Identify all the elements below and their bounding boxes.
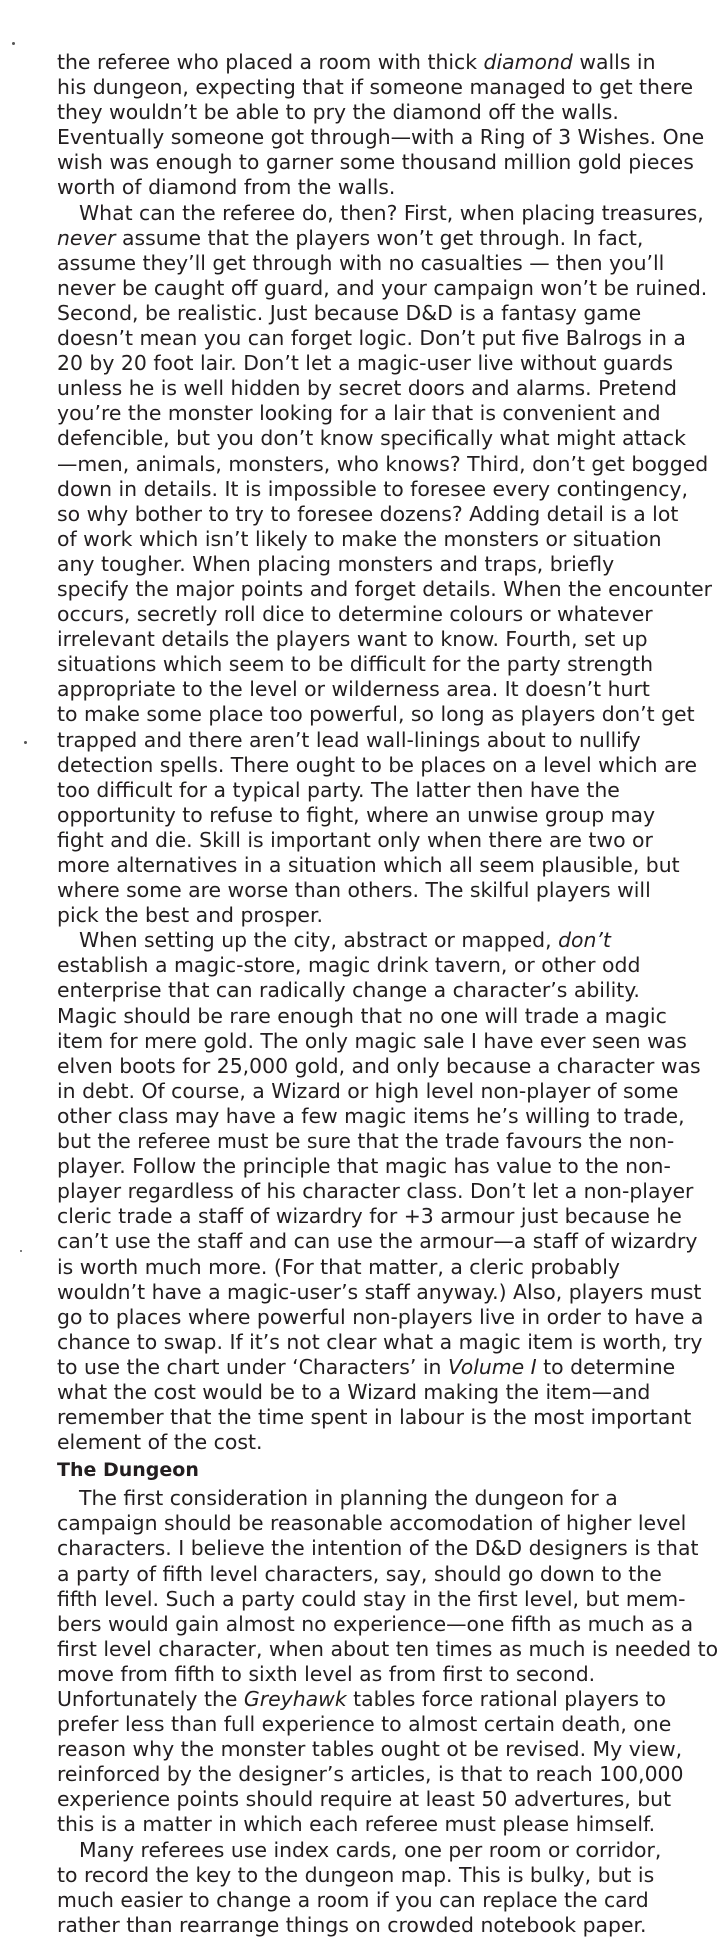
text-line	[57, 75, 693, 100]
text-line	[57, 1129, 682, 1154]
text-run: Eventually someone got through—with a Ring of 3 Wishes. One	[57, 125, 705, 150]
text-run: but the referee must be sure that the trade favours the non-	[57, 1129, 675, 1154]
text-line	[57, 1229, 698, 1254]
text-line	[57, 1004, 682, 1029]
text-run: When setting up the city, abstract or mapped,	[79, 928, 559, 953]
text-run: cleric trade a staff of wizardry for +3 armour just because he	[57, 1204, 682, 1229]
text-line	[57, 125, 705, 150]
text-run: reinforced by the designer’s articles, is that to reach 100,000	[57, 1762, 684, 1787]
text-line	[57, 1511, 687, 1536]
text-run: experience points should require at least 50 advertures, but	[57, 1787, 672, 1812]
text-line	[57, 627, 682, 652]
text-line	[57, 878, 682, 903]
text-run: fifth level. Such a party could stay in the first level, but mem-	[57, 1586, 686, 1611]
text-line	[57, 1255, 682, 1280]
text-line	[57, 1380, 682, 1405]
text-line	[57, 1053, 701, 1079]
text-line	[57, 1103, 685, 1129]
text-line	[57, 1838, 682, 1863]
text-run: irrelevant details the players want to know. Fourth, set up	[57, 627, 648, 652]
text-line	[57, 1662, 682, 1687]
text-run: pick the best and prosper.	[57, 903, 323, 928]
text-line	[57, 476, 688, 502]
text-line	[57, 1486, 682, 1511]
text-line	[57, 301, 682, 326]
scan-speck	[20, 1250, 22, 1252]
italic-run: don’t	[558, 928, 611, 953]
text-run: more alternatives in a situation which all seem plausible, but	[57, 853, 680, 877]
text-line	[57, 1355, 682, 1380]
text-line	[57, 1611, 694, 1637]
text-line	[57, 1812, 682, 1837]
text-line	[57, 1712, 682, 1737]
text-run: defencible, but you don’t know specifically what might attack	[57, 426, 686, 451]
text-run: elven boots for 25,000 gold, and only because a character was	[57, 1053, 701, 1078]
text-run: down in details. It is impossible to foresee every contingency,	[57, 476, 688, 501]
text-run: you’re the monster looking for a lair that is convenient and	[57, 401, 661, 426]
text-run: assume they’ll get through with no casualties — then you’ll	[57, 250, 665, 275]
text-run: —men, animals, monsters, who knows? Third, don’t get bogged	[57, 451, 709, 476]
text-run: fight and die. Skill is important only when there are two or	[57, 827, 653, 852]
text-line	[57, 1888, 682, 1913]
text-line	[57, 426, 686, 451]
text-run: so why bother to try to foresee dozens? Adding detail is a lot	[57, 501, 679, 526]
text-line	[57, 502, 682, 527]
text-line	[57, 677, 682, 702]
text-run: occurs, secretly roll dice to determine colours or whatever	[57, 602, 653, 627]
text-run: other class may have a few magic items he’s willing to trade,	[57, 1103, 685, 1128]
text-line	[57, 1028, 687, 1054]
text-run: much easier to change a room if you can replace the card	[57, 1887, 649, 1912]
text-line	[57, 1204, 682, 1229]
text-line	[57, 1536, 699, 1561]
text-run: they wouldn’t be able to pry the diamond off the walls.	[57, 100, 619, 125]
section-heading: The Dungeon	[57, 1459, 199, 1482]
text-run: establish a magic-store, magic drink tavern, or other odd	[57, 953, 641, 978]
text-line	[57, 1687, 682, 1712]
text-line	[57, 1154, 682, 1179]
text-run: wouldn’t have a magic-user’s staff anyway.) Also, players must	[57, 1279, 702, 1304]
text-run: bers would gain almost no experience—one fifth as much as a	[57, 1611, 694, 1636]
text-line	[57, 1079, 682, 1104]
text-run: Second, be realistic. Just because D&D is a fantasy game	[57, 300, 642, 325]
text-run: reason why the monster tables ought ot be revised. My view,	[57, 1737, 683, 1762]
text-run: what the cost would be to a Wizard making the item—and	[57, 1379, 651, 1404]
text-run: appropriate to the level or wilderness area. It doesn’t hurt	[57, 677, 650, 702]
text-line	[57, 652, 682, 677]
text-run: to make some place too powerful, so long as players don’t get	[57, 702, 695, 727]
text-line	[57, 552, 682, 577]
scan-speck	[12, 42, 15, 45]
paragraph-1	[57, 50, 705, 201]
text-line	[57, 1586, 686, 1612]
paragraph-4	[57, 1486, 718, 1837]
text-run: unless he is well hidden by secret doors and alarms. Pretend	[57, 376, 677, 401]
text-line	[57, 1279, 702, 1305]
text-run: player. Follow the principle that magic has value to the non-	[57, 1154, 671, 1179]
text-line	[57, 200, 704, 226]
text-run: 20 by 20 foot lair. Don’t let a magic-user live without guards	[57, 351, 673, 376]
text-run: situations which seem to be difficult for the party strength	[57, 652, 654, 677]
text-line	[57, 1304, 704, 1330]
text-run: where some are worse than others. The skilful players will	[57, 878, 651, 903]
text-run: to determine	[536, 1354, 676, 1379]
text-run: is worth much more. (For that matter, a cleric probably	[57, 1254, 620, 1279]
text-run: can’t use the staff and can use the armour—a staff of wizardry	[57, 1229, 698, 1254]
text-run: detection spells. There ought to be places on a level which are	[57, 752, 698, 777]
text-line	[57, 1562, 682, 1587]
text-line	[57, 1762, 682, 1787]
text-run: a party of fifth level characters, say, should go down to the	[57, 1561, 662, 1586]
text-line	[57, 1863, 682, 1888]
paragraph-2	[57, 200, 713, 929]
text-line	[57, 1329, 703, 1355]
text-line	[57, 602, 682, 627]
text-line	[57, 803, 682, 828]
text-line	[57, 1430, 682, 1455]
text-line	[57, 778, 682, 803]
italic-run: diamond	[483, 50, 573, 74]
text-line	[57, 100, 682, 125]
text-line	[57, 351, 682, 376]
text-run: any tougher. When placing monsters and traps, briefly	[57, 551, 615, 576]
text-line	[57, 175, 682, 200]
text-line	[57, 953, 682, 978]
scan-speck	[24, 741, 27, 744]
text-line	[57, 928, 682, 953]
paragraph-5	[57, 1838, 682, 1938]
text-line	[57, 376, 682, 401]
text-run: wish was enough to garner some thousand million gold pieces	[57, 150, 694, 175]
text-line	[57, 903, 682, 928]
text-line	[57, 1787, 682, 1812]
text-run: the referee who placed a room with thick	[57, 50, 484, 74]
text-run: specify the major points and forget details. When the encounter	[57, 576, 713, 601]
text-run: campaign should be reasonable accomodation of higher level	[57, 1511, 687, 1536]
text-run: trapped and there aren’t lead wall-linings about to nullify	[57, 727, 641, 752]
text-run: never be caught off guard, and your campaign won’t be ruined.	[57, 275, 708, 300]
text-run: this is a matter in which each referee must please himself.	[57, 1812, 656, 1837]
text-run: worth of diamond from the walls.	[57, 175, 396, 200]
text-line	[57, 576, 713, 602]
text-run: doesn’t mean you can forget logic. Don’t put five Balrogs in a	[57, 326, 686, 351]
text-run: Magic should be rare enough that no one will trade a magic	[57, 1003, 667, 1028]
text-run: Unfortunately the	[57, 1687, 244, 1711]
text-line	[57, 1913, 682, 1938]
text-run: tables force rational players to	[346, 1687, 666, 1711]
text-run: Many referees use index cards, one per room or corridor,	[79, 1837, 662, 1862]
text-run: player regardless of his character class. Don’t let a non-player	[57, 1179, 694, 1204]
text-run: remember that the time spent in labour is the most important	[57, 1405, 692, 1430]
text-line	[57, 401, 682, 426]
text-line	[57, 1405, 692, 1430]
text-run: What can the referee do, then? First, when placing treasures,	[79, 200, 704, 225]
text-run: his dungeon, expecting that if someone managed to get there	[57, 75, 693, 100]
text-line	[57, 451, 709, 477]
text-line	[57, 1737, 682, 1762]
text-run: move from fifth to sixth level as from first to second.	[57, 1661, 596, 1686]
text-run: enterprise that can radically change a character’s ability.	[57, 978, 640, 1003]
text-run: first level character, when about ten times as much is needed to	[57, 1636, 718, 1661]
text-line	[57, 226, 682, 251]
text-line	[57, 275, 708, 301]
text-run: go to places where powerful non-players live in order to have a	[57, 1304, 704, 1329]
text-line	[57, 326, 686, 351]
text-line	[57, 728, 682, 753]
italic-run: Greyhawk	[243, 1687, 347, 1711]
text-run: assume that the players won’t get through. In fact,	[115, 225, 644, 250]
text-line	[57, 702, 695, 727]
text-run: too difficult for a typical party. The latter then have the	[57, 777, 620, 802]
text-run: characters. I believe the intention of the D&D designers is that	[57, 1536, 699, 1561]
text-run: to record the key to the dungeon map. This is bulky, but is	[57, 1862, 655, 1887]
text-run: element of the cost.	[57, 1430, 263, 1455]
text-line	[57, 251, 682, 276]
text-run: chance to swap. If it’s not clear what a magic item is worth, try	[57, 1329, 703, 1354]
text-run: prefer less than full experience to almost certain death, one	[57, 1712, 672, 1737]
text-run: opportunity to refuse to fight, where an unwise group may	[57, 802, 656, 827]
text-run: in debt. Of course, a Wizard or high level non-player of some	[57, 1078, 679, 1103]
text-line	[57, 752, 698, 778]
text-line	[57, 1636, 718, 1662]
paragraph-3	[57, 928, 704, 1455]
text-line	[57, 50, 682, 75]
text-line	[57, 828, 682, 853]
text-run: item for mere gold. The only magic sale I have ever seen was	[57, 1028, 687, 1053]
text-line	[57, 150, 694, 175]
text-run: rather than rearrange things on crowded notebook paper.	[57, 1912, 647, 1937]
text-run: of work which isn’t likely to make the monsters or situation	[57, 526, 662, 551]
text-line	[57, 978, 682, 1003]
text-line	[57, 1179, 694, 1204]
italic-run: Volume I	[447, 1354, 537, 1379]
text-line	[57, 853, 682, 878]
document-page	[57, 50, 718, 1937]
text-run: The first consideration in planning the dungeon for a	[79, 1486, 618, 1511]
text-line	[57, 527, 682, 552]
text-run: to use the chart under ‘Characters’ in	[57, 1354, 448, 1379]
text-run: walls in	[572, 50, 656, 74]
italic-run: never	[57, 225, 116, 250]
